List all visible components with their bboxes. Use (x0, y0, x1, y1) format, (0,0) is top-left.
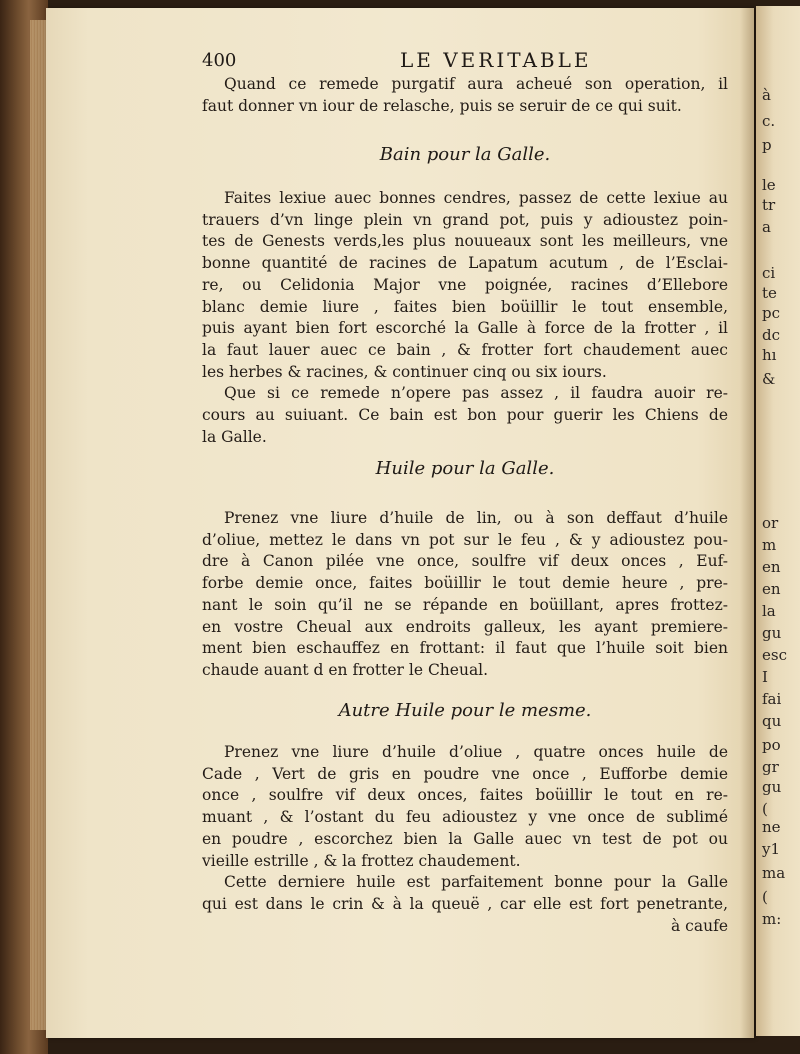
facing-page-fragment: en (762, 580, 781, 598)
text-line: Prenez vne liure d’huile d’oliue , quatre onces huile de (224, 743, 728, 761)
text-line: d’oliue, mettez le dans vn pot sur le feu , & y adioustez pou- (202, 530, 728, 549)
facing-page-fragment: hı (762, 346, 777, 364)
facing-page-fragment: or (762, 514, 779, 532)
facing-page-fragment: en (762, 558, 781, 576)
text-line: blanc demie liure , faites bien boüillir le tout ensemble, (202, 297, 728, 316)
intro-paragraph (202, 74, 728, 117)
text-line: ment bien eschauffez en frottant: il faut que l’huile soit bien (202, 639, 728, 658)
text-line: la faut lauer auec ce bain , & frotter fort chaudement auec (202, 340, 728, 359)
facing-page-fragment: y1 (762, 840, 781, 858)
facing-page-fragment: m (762, 536, 777, 554)
section-body-bain (202, 188, 728, 448)
facing-page-fragment: po (762, 736, 781, 754)
text-line: puis ayant bien fort escorché la Galle à force de la frotter , il (202, 319, 728, 338)
text-line: Cade , Vert de gris en poudre vne once , Eufforbe demie (202, 764, 728, 783)
text-line: vieille estrille , & la frottez chaudement. (202, 851, 521, 870)
text-line: nant le soin qu’il ne se répande en boüillant, apres frottez- (202, 595, 728, 614)
facing-page-fragment: ( (762, 800, 768, 818)
text-line: once , soulfre vif deux onces, faites boüillir le tout en re- (202, 786, 728, 805)
facing-page-edge (756, 6, 800, 1036)
text-line: muant , & l’ostant du feu adioustez y vne once de sublimé (202, 808, 728, 827)
text-line: cours au suiuant. Ce bain est bon pour guerir les Chiens de (202, 406, 728, 425)
gutter-shadow (740, 8, 754, 1038)
facing-page-fragment: tr (762, 196, 776, 214)
facing-page-fragment: gu (762, 624, 782, 642)
text-line: tes de Genests verds,les plus nouueaux sont les meilleurs, vne (202, 232, 728, 251)
section-heading-autre-huile: Autre Huile pour le mesme. (338, 700, 592, 721)
text-line: re, ou Celidonia Major vne poignée, racines d’Ellebore (202, 275, 728, 294)
text-line: en poudre , escorchez bien la Galle auec vn test de pot ou (202, 829, 728, 848)
text-line: la Galle. (202, 427, 267, 446)
facing-page-fragment: le (762, 176, 776, 194)
section-body-huile (202, 508, 728, 682)
section-body-autre-huile (202, 742, 728, 937)
facing-page-fragment: dc (762, 326, 781, 344)
text-line: qui est dans le crin & à la queuë , car elle est fort penetrante, (202, 894, 728, 913)
section-heading-bain: Bain pour la Galle. (379, 144, 551, 165)
text-line: Prenez vne liure d’huile de lin, ou à son deffaut d’huile (224, 509, 728, 527)
text-line: en vostre Cheual aux endroits galleux, les ayant premiere- (202, 617, 728, 636)
facing-page-fragment: ne (762, 818, 781, 836)
text-line: chaude auant d en frotter le Cheual. (202, 660, 489, 679)
facing-page-fragment: p (762, 136, 772, 154)
text-line: faut donner vn iour de relasche, puis se seruir de ce qui suit. (202, 96, 682, 115)
facing-page-fragment: esc (762, 646, 787, 664)
running-title: LE VERITABLE (400, 48, 592, 72)
catchword: à caufe (671, 916, 728, 935)
facing-page-fragment: m: (762, 910, 782, 928)
text-line: Cette derniere huile est parfaitement bonne pour la Galle (224, 873, 728, 892)
text-line: dre à Canon pilée vne once, soulfre vif deux onces , Euf- (202, 552, 728, 571)
facing-page-fragment: a (762, 218, 771, 236)
facing-page-fragment: pc (762, 304, 781, 322)
text-line: forbe demie once, faites boüillir le tout demie heure , pre- (202, 574, 728, 593)
facing-page-fragment: & (762, 370, 776, 388)
text-line: Quand ce remede purgatif aura acheué son operation, il (224, 75, 728, 93)
facing-page-fragment: gr (762, 758, 779, 776)
facing-page-fragment: la (762, 602, 776, 620)
page-number: 400 (202, 50, 237, 71)
facing-page-fragment: fai (762, 690, 782, 708)
text-line: Que si ce remede n’opere pas assez , il faudra auoir re- (224, 384, 728, 403)
text-line: bonne quantité de racines de Lapatum acutum , de l’Esclai- (202, 254, 728, 273)
facing-page-fragment: ma (762, 864, 786, 882)
facing-page-fragment: c. (762, 112, 776, 130)
text-line: les herbes & racines, & continuer cinq ou six iours. (202, 362, 607, 381)
facing-page-fragment: ci (762, 264, 776, 282)
section-heading-huile: Huile pour la Galle. (375, 458, 555, 479)
text-line: trauers d’vn linge plein vn grand pot, puis y adioustez poin- (202, 210, 728, 229)
facing-page-fragment: qu (762, 712, 782, 730)
facing-page-fragment: à (762, 86, 771, 104)
facing-page-fragment: gu (762, 778, 782, 796)
text-line: Faites lexiue auec bonnes cendres, passez de cette lexiue au (224, 189, 728, 207)
facing-page-fragment: ( (762, 888, 768, 906)
book-binding (0, 0, 48, 1054)
facing-page-fragment: te (762, 284, 777, 302)
facing-page-fragment: I (762, 668, 768, 686)
